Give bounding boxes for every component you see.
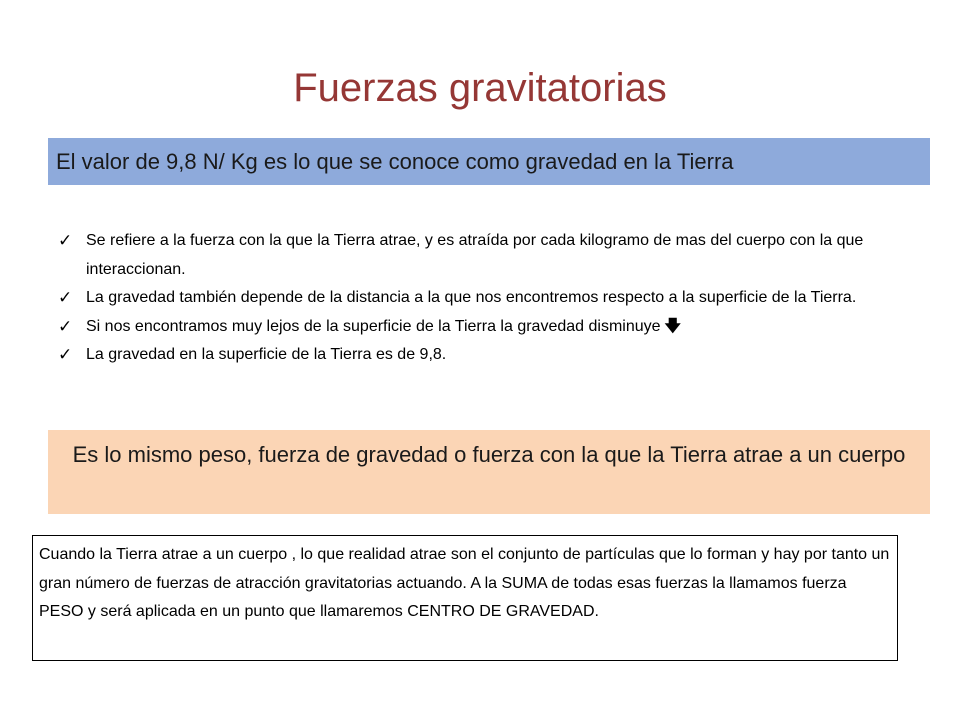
bullet-text: Si nos encontramos muy lejos de la superficie de la Tierra la gravedad disminuye bbox=[86, 317, 661, 335]
gravity-value-banner: El valor de 9,8 N/ Kg es lo que se conoce como gravedad en la Tierra bbox=[48, 138, 930, 185]
checkmark-icon: ✓ bbox=[58, 316, 73, 336]
bullet-list bbox=[56, 227, 906, 370]
bullet-text: La gravedad también depende de la distancia a la que nos encontremos respecto a la superficie de la Tierra. bbox=[86, 289, 857, 306]
bullet-text: La gravedad en la superficie de la Tierra es de 9,8. bbox=[86, 346, 447, 363]
bullet-item-3 bbox=[56, 313, 906, 342]
slide-title: Fuerzas gravitatorias bbox=[293, 66, 667, 110]
checkmark-icon: ✓ bbox=[58, 288, 73, 307]
checkmark-icon: ✓ bbox=[58, 231, 73, 250]
center-of-gravity-textbox: Cuando la Tierra atrae a un cuerpo , lo que realidad atrae son el conjunto de partículas que lo forman y hay por tanto un gran número de fuerzas de atracción gravitatorias actuando. A la SUMA de todas esas fuerzas la llamamos fuerza PESO y será aplicada en un punto que llamaremos CENTRO DE GRAVEDAD. bbox=[32, 535, 898, 661]
bullet-item-2 bbox=[56, 284, 906, 313]
checkmark-icon: ✓ bbox=[58, 345, 73, 364]
bullet-item-1 bbox=[56, 227, 906, 284]
weight-definition-banner: Es lo mismo peso, fuerza de gravedad o fuerza con la que la Tierra atrae a un cuerpo bbox=[48, 430, 930, 514]
bullet-item-4 bbox=[56, 341, 906, 370]
down-arrow-icon: 🡇 bbox=[664, 317, 681, 335]
bullet-text: Se refiere a la fuerza con la que la Tierra atrae, y es atraída por cada kilogramo de mas del cuerpo con la que interaccionan. bbox=[86, 232, 864, 278]
